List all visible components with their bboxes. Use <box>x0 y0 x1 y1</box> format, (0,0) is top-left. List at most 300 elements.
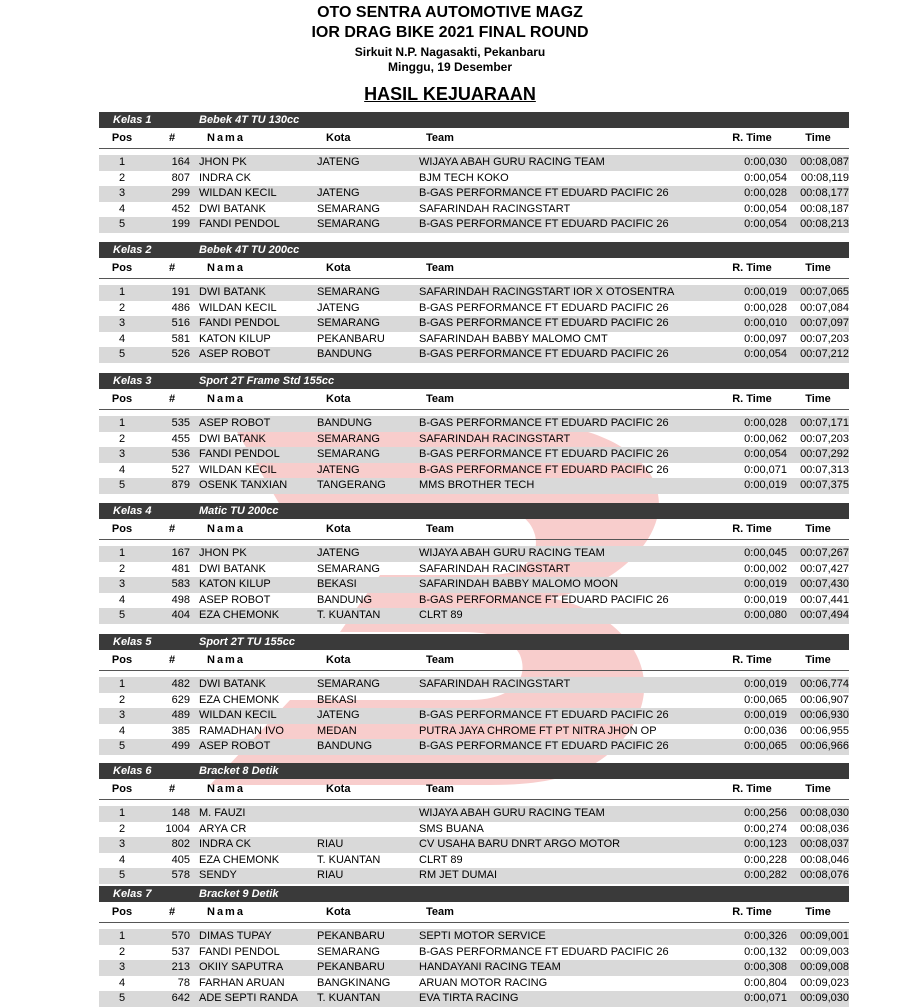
cell-team: WIJAYA ABAH GURU RACING TEAM <box>419 156 605 168</box>
cell-nama: FANDI PENDOL <box>199 218 280 231</box>
cell-number: 570 <box>171 930 190 942</box>
class-name: Bebek 4T TU 130cc <box>199 114 300 126</box>
col-rtime: R. Time <box>732 132 772 144</box>
class-section <box>99 503 849 624</box>
cell-pos: 3 <box>118 961 126 974</box>
class-section <box>99 763 849 884</box>
table-row <box>99 285 849 301</box>
cell-number: 164 <box>171 156 190 168</box>
column-header-row <box>99 779 849 800</box>
cell-nama: KATON KILUP <box>199 332 271 345</box>
col-kota: Kota <box>326 523 351 535</box>
cell-time: 00:07,292 <box>800 448 849 461</box>
col-kota: Kota <box>326 393 351 405</box>
cell-pos: 3 <box>118 187 126 200</box>
cell-number: 486 <box>171 301 190 314</box>
table-row <box>99 693 849 709</box>
cell-nama: FANDI PENDOL <box>199 317 280 330</box>
cell-rtime: 0:00,054 <box>744 348 787 361</box>
results-title: HASIL KEJUARAAN <box>364 84 536 104</box>
table-row <box>99 868 849 884</box>
cell-nama: JHON PK <box>199 547 247 559</box>
cell-kota: SEMARANG <box>317 945 380 958</box>
table-row <box>99 186 849 202</box>
cell-kota: T. KUANTAN <box>317 853 381 866</box>
class-section <box>99 112 849 233</box>
cell-number: 199 <box>171 218 190 231</box>
col-nama: Nama <box>207 393 245 405</box>
cell-pos: 4 <box>118 332 126 345</box>
cell-team: RM JET DUMAI <box>419 869 498 882</box>
cell-team: SAFARINDAH BABBY MALOMO MOON <box>419 578 619 591</box>
cell-pos: 2 <box>118 822 126 835</box>
col-kota: Kota <box>326 262 351 274</box>
table-row <box>99 837 849 853</box>
col-number: # <box>168 132 176 144</box>
cell-pos: 2 <box>118 693 126 706</box>
cell-kota: BANDUNG <box>317 740 373 753</box>
table-row <box>99 546 849 562</box>
column-header-row <box>99 258 849 279</box>
cell-kota: BEKASI <box>317 578 357 591</box>
cell-number: 482 <box>171 678 190 690</box>
cell-rtime: 0:00,282 <box>744 869 787 882</box>
cell-nama: DWI BATANK <box>199 202 266 215</box>
cell-kota: PEKANBARU <box>317 332 385 345</box>
cell-kota: PEKANBARU <box>317 930 385 942</box>
cell-pos: 3 <box>118 317 126 330</box>
cell-nama: DWI BATANK <box>199 286 266 298</box>
cell-nama: SENDY <box>199 869 237 882</box>
cell-nama: DWI BATANK <box>199 562 266 575</box>
event-date: Minggu, 19 Desember <box>387 60 513 74</box>
cell-kota: SEMARANG <box>317 317 380 330</box>
cell-kota: BANDUNG <box>317 417 373 429</box>
cell-rtime: 0:00,228 <box>744 853 787 866</box>
cell-nama: ASEP ROBOT <box>199 740 271 753</box>
col-number: # <box>168 523 176 535</box>
cell-number: 535 <box>171 417 190 429</box>
col-time: Time <box>805 523 831 535</box>
cell-nama: DWI BATANK <box>199 678 266 690</box>
cell-time: 00:08,119 <box>800 171 849 184</box>
cell-time: 00:07,427 <box>800 562 849 575</box>
cell-nama: FANDI PENDOL <box>199 448 280 461</box>
cell-nama: EZA CHEMONK <box>199 693 280 706</box>
cell-time: 00:06,966 <box>800 740 849 753</box>
venue: Sirkuit N.P. Nagasakti, Pekanbaru <box>354 45 546 59</box>
cell-pos: 4 <box>118 463 126 476</box>
column-header-row <box>99 128 849 149</box>
cell-nama: KATON KILUP <box>199 578 271 591</box>
col-time: Time <box>805 783 831 795</box>
cell-time: 00:09,001 <box>800 930 849 942</box>
cell-number: 1004 <box>165 822 190 835</box>
cell-team: B-GAS PERFORMANCE FT EDUARD PACIFIC 26 <box>419 218 669 231</box>
cell-time: 00:09,023 <box>800 976 849 989</box>
cell-rtime: 0:00,019 <box>744 479 787 492</box>
cell-nama: ARYA CR <box>199 822 247 835</box>
col-team: Team <box>426 654 454 666</box>
cell-nama: ASEP ROBOT <box>199 593 271 606</box>
class-name: Sport 2T Frame Std 155cc <box>199 375 335 387</box>
cell-rtime: 0:00,019 <box>744 678 787 690</box>
cell-kota: SEMARANG <box>317 432 380 445</box>
cell-pos: 4 <box>118 202 126 215</box>
column-header-row <box>99 389 849 410</box>
col-team: Team <box>426 262 454 274</box>
cell-number: 802 <box>171 838 190 851</box>
cell-team: B-GAS PERFORMANCE FT EDUARD PACIFIC 26 <box>419 417 669 429</box>
cell-rtime: 0:00,054 <box>744 202 787 215</box>
cell-team: SAFARINDAH RACINGSTART <box>419 202 571 215</box>
table-row <box>99 976 849 992</box>
cell-nama: JHON PK <box>199 156 247 168</box>
cell-rtime: 0:00,256 <box>744 807 787 819</box>
class-header-bar <box>99 373 849 389</box>
cell-time: 00:06,907 <box>800 693 849 706</box>
cell-pos: 4 <box>118 976 126 989</box>
cell-number: 526 <box>171 348 190 361</box>
cell-nama: EZA CHEMONK <box>199 609 280 622</box>
cell-time: 00:07,441 <box>800 593 849 606</box>
cell-pos: 5 <box>118 869 126 882</box>
cell-number: 498 <box>171 593 190 606</box>
cell-team: SAFARINDAH RACINGSTART <box>419 562 571 575</box>
cell-pos: 4 <box>118 724 126 737</box>
cell-rtime: 0:00,054 <box>744 218 787 231</box>
cell-team: B-GAS PERFORMANCE FT EDUARD PACIFIC 26 <box>419 740 669 753</box>
col-rtime: R. Time <box>732 393 772 405</box>
cell-kota: RIAU <box>317 869 344 882</box>
cell-kota: JATENG <box>317 187 360 200</box>
cell-time: 00:09,030 <box>800 992 849 1005</box>
cell-team: SMS BUANA <box>419 822 484 835</box>
cell-team: B-GAS PERFORMANCE FT EDUARD PACIFIC 26 <box>419 448 669 461</box>
table-row <box>99 432 849 448</box>
cell-rtime: 0:00,019 <box>744 286 787 298</box>
cell-pos: 1 <box>118 807 126 819</box>
table-row <box>99 593 849 609</box>
cell-pos: 4 <box>118 853 126 866</box>
cell-rtime: 0:00,065 <box>744 693 787 706</box>
cell-number: 481 <box>171 562 190 575</box>
cell-number: 405 <box>171 853 190 866</box>
cell-nama: OKIIY SAPUTRA <box>199 961 284 974</box>
cell-nama: INDRA CK <box>199 838 251 851</box>
class-header-bar <box>99 503 849 519</box>
column-header-row <box>99 519 849 540</box>
table-row <box>99 806 849 822</box>
col-rtime: R. Time <box>732 906 772 918</box>
cell-pos: 2 <box>118 301 126 314</box>
class-section <box>99 373 849 494</box>
cell-kota: BANDUNG <box>317 593 373 606</box>
col-time: Time <box>805 654 831 666</box>
class-section <box>99 242 849 363</box>
col-nama: Nama <box>207 654 245 666</box>
cell-team: B-GAS PERFORMANCE FT EDUARD PACIFIC 26 <box>419 348 669 361</box>
cell-time: 00:08,076 <box>800 869 849 882</box>
cell-team: SAFARINDAH RACINGSTART <box>419 678 571 690</box>
col-kota: Kota <box>326 132 351 144</box>
cell-time: 00:07,267 <box>800 547 849 559</box>
cell-kota: T. KUANTAN <box>317 609 381 622</box>
cell-team: CLRT 89 <box>419 853 463 866</box>
cell-time: 00:08,030 <box>800 807 849 819</box>
cell-time: 00:07,203 <box>800 432 849 445</box>
cell-pos: 3 <box>118 578 126 591</box>
table-row <box>99 202 849 218</box>
cell-rtime: 0:00,132 <box>744 945 787 958</box>
event-title: IOR DRAG BIKE 2021 FINAL ROUND <box>311 24 589 41</box>
col-rtime: R. Time <box>732 654 772 666</box>
class-name: Bebek 4T TU 200cc <box>199 244 300 256</box>
table-row <box>99 739 849 755</box>
col-kota: Kota <box>326 906 351 918</box>
cell-team: MMS BROTHER TECH <box>419 479 535 492</box>
cell-number: 148 <box>171 807 190 819</box>
cell-time: 00:09,003 <box>800 945 849 958</box>
cell-kota: JATENG <box>317 156 360 168</box>
cell-pos: 2 <box>118 945 126 958</box>
cell-pos: 5 <box>118 609 126 622</box>
cell-rtime: 0:00,071 <box>744 992 787 1005</box>
cell-rtime: 0:00,071 <box>744 463 787 476</box>
cell-rtime: 0:00,065 <box>744 740 787 753</box>
cell-number: 578 <box>171 869 190 882</box>
col-team: Team <box>426 783 454 795</box>
cell-nama: M. FAUZI <box>199 807 246 819</box>
cell-time: 00:07,494 <box>800 609 849 622</box>
table-row <box>99 217 849 233</box>
cell-team: B-GAS PERFORMANCE FT EDUARD PACIFIC 26 <box>419 593 669 606</box>
cell-kota: JATENG <box>317 301 360 314</box>
col-time: Time <box>805 393 831 405</box>
cell-number: 537 <box>171 945 190 958</box>
class-header-bar <box>99 634 849 650</box>
class-number: Kelas 3 <box>113 375 152 387</box>
col-team: Team <box>426 523 454 535</box>
cell-pos: 2 <box>118 432 126 445</box>
cell-number: 581 <box>171 332 190 345</box>
cell-team: B-GAS PERFORMANCE FT EDUARD PACIFIC 26 <box>419 187 669 200</box>
cell-number: 499 <box>171 740 190 753</box>
cell-team: B-GAS PERFORMANCE FT EDUARD PACIFIC 26 <box>419 301 669 314</box>
table-row <box>99 991 849 1007</box>
col-pos: Pos <box>111 132 133 144</box>
cell-rtime: 0:00,097 <box>744 332 787 345</box>
cell-team: HANDAYANI RACING TEAM <box>419 961 561 974</box>
cell-nama: DWI BATANK <box>199 432 266 445</box>
table-row <box>99 724 849 740</box>
cell-pos: 5 <box>118 218 126 231</box>
class-number: Kelas 7 <box>113 888 152 900</box>
cell-team: ARUAN MOTOR RACING <box>419 976 548 989</box>
cell-team: B-GAS PERFORMANCE FT EDUARD PACIFIC 26 <box>419 463 669 476</box>
cell-time: 00:07,171 <box>800 417 849 429</box>
cell-kota: T. KUANTAN <box>317 992 381 1005</box>
cell-time: 00:06,774 <box>800 678 849 690</box>
col-time: Time <box>805 262 831 274</box>
cell-pos: 5 <box>118 348 126 361</box>
cell-number: 489 <box>171 709 190 722</box>
cell-kota: MEDAN <box>317 724 357 737</box>
col-time: Time <box>805 906 831 918</box>
cell-number: 642 <box>171 992 190 1005</box>
table-row <box>99 929 849 945</box>
cell-rtime: 0:00,028 <box>744 187 787 200</box>
col-pos: Pos <box>111 393 133 405</box>
col-pos: Pos <box>111 654 133 666</box>
cell-rtime: 0:00,804 <box>744 976 787 989</box>
table-row <box>99 347 849 363</box>
cell-time: 00:08,036 <box>800 822 849 835</box>
cell-nama: RAMADHAN IVO <box>199 724 284 737</box>
cell-pos: 5 <box>118 992 126 1005</box>
cell-time: 00:08,087 <box>800 156 849 168</box>
col-nama: Nama <box>207 262 245 274</box>
col-pos: Pos <box>111 523 133 535</box>
cell-team: CV USAHA BARU DNRT ARGO MOTOR <box>419 838 621 851</box>
table-row <box>99 562 849 578</box>
cell-rtime: 0:00,308 <box>744 961 787 974</box>
cell-rtime: 0:00,002 <box>744 562 787 575</box>
col-number: # <box>168 906 176 918</box>
table-row <box>99 301 849 317</box>
cell-number: 455 <box>171 432 190 445</box>
cell-time: 00:07,065 <box>800 286 849 298</box>
col-time: Time <box>805 132 831 144</box>
cell-kota: JATENG <box>317 547 360 559</box>
col-team: Team <box>426 906 454 918</box>
col-nama: Nama <box>207 523 245 535</box>
cell-pos: 2 <box>118 562 126 575</box>
cell-number: 536 <box>171 448 190 461</box>
col-rtime: R. Time <box>732 783 772 795</box>
cell-nama: EZA CHEMONK <box>199 853 280 866</box>
class-name: Matic TU 200cc <box>199 505 279 517</box>
cell-time: 00:07,375 <box>800 479 849 492</box>
cell-time: 00:09,008 <box>800 961 849 974</box>
col-rtime: R. Time <box>732 523 772 535</box>
cell-rtime: 0:00,054 <box>744 448 787 461</box>
class-section <box>99 634 849 755</box>
cell-nama: FANDI PENDOL <box>199 945 280 958</box>
cell-number: 78 <box>177 976 190 989</box>
cell-nama: WILDAN KECIL <box>199 709 277 722</box>
table-row <box>99 447 849 463</box>
class-header-bar <box>99 886 849 902</box>
cell-rtime: 0:00,080 <box>744 609 787 622</box>
table-row <box>99 478 849 494</box>
col-kota: Kota <box>326 783 351 795</box>
table-row <box>99 316 849 332</box>
cell-nama: WILDAN KECIL <box>199 187 277 200</box>
col-number: # <box>168 393 176 405</box>
class-name: Bracket 9 Detik <box>199 888 279 900</box>
cell-kota: SEMARANG <box>317 562 380 575</box>
cell-rtime: 0:00,274 <box>744 822 787 835</box>
cell-team: SAFARINDAH RACINGSTART IOR X OTOSENTRA <box>419 286 675 298</box>
class-number: Kelas 2 <box>113 244 152 256</box>
cell-team: B-GAS PERFORMANCE FT EDUARD PACIFIC 26 <box>419 709 669 722</box>
cell-number: 385 <box>171 724 190 737</box>
cell-team: PUTRA JAYA CHROME FT PT NITRA JHON OP <box>419 724 657 737</box>
cell-rtime: 0:00,019 <box>744 578 787 591</box>
cell-number: 167 <box>171 547 190 559</box>
cell-rtime: 0:00,028 <box>744 301 787 314</box>
cell-nama: WILDAN KECIL <box>199 301 277 314</box>
cell-number: 213 <box>171 961 190 974</box>
cell-time: 00:08,037 <box>800 838 849 851</box>
cell-number: 191 <box>171 286 190 298</box>
cell-pos: 3 <box>118 709 126 722</box>
class-name: Bracket 8 Detik <box>199 765 279 777</box>
cell-time: 00:08,213 <box>800 218 849 231</box>
table-row <box>99 155 849 171</box>
class-header-bar <box>99 112 849 128</box>
cell-time: 00:06,955 <box>800 724 849 737</box>
cell-nama: FARHAN ARUAN <box>199 976 285 989</box>
cell-nama: ASEP ROBOT <box>199 417 271 429</box>
cell-time: 00:08,177 <box>800 187 849 200</box>
cell-time: 00:07,203 <box>800 332 849 345</box>
cell-number: 629 <box>171 693 190 706</box>
cell-pos: 5 <box>118 479 126 492</box>
class-header-bar <box>99 242 849 258</box>
cell-number: 516 <box>171 317 190 330</box>
cell-nama: DIMAS TUPAY <box>199 930 272 942</box>
cell-nama: WILDAN KECIL <box>199 463 277 476</box>
table-row <box>99 853 849 869</box>
cell-team: EVA TIRTA RACING <box>419 992 519 1005</box>
table-row <box>99 463 849 479</box>
cell-time: 00:08,187 <box>800 202 849 215</box>
cell-time: 00:06,930 <box>800 709 849 722</box>
col-pos: Pos <box>111 783 133 795</box>
table-row <box>99 708 849 724</box>
cell-pos: 1 <box>118 930 126 942</box>
column-header-row <box>99 650 849 671</box>
cell-number: 807 <box>171 171 190 184</box>
cell-team: SAFARINDAH BABBY MALOMO CMT <box>419 332 608 345</box>
cell-team: B-GAS PERFORMANCE FT EDUARD PACIFIC 26 <box>419 317 669 330</box>
cell-nama: ADE SEPTI RANDA <box>199 992 299 1005</box>
class-header-bar <box>99 763 849 779</box>
table-row <box>99 822 849 838</box>
class-number: Kelas 1 <box>113 114 152 126</box>
col-nama: Nama <box>207 906 245 918</box>
cell-kota: BEKASI <box>317 693 357 706</box>
col-rtime: R. Time <box>732 262 772 274</box>
cell-pos: 3 <box>118 838 126 851</box>
cell-pos: 1 <box>118 417 126 429</box>
cell-rtime: 0:00,326 <box>744 930 787 942</box>
cell-number: 879 <box>171 479 190 492</box>
cell-rtime: 0:00,019 <box>744 709 787 722</box>
cell-number: 583 <box>171 578 190 591</box>
table-row <box>99 332 849 348</box>
cell-pos: 1 <box>118 286 126 298</box>
cell-team: WIJAYA ABAH GURU RACING TEAM <box>419 547 605 559</box>
class-name: Sport 2T TU 155cc <box>199 636 295 648</box>
cell-team: B-GAS PERFORMANCE FT EDUARD PACIFIC 26 <box>419 945 669 958</box>
cell-rtime: 0:00,010 <box>744 317 787 330</box>
cell-rtime: 0:00,123 <box>744 838 787 851</box>
cell-rtime: 0:00,054 <box>744 171 787 184</box>
cell-rtime: 0:00,028 <box>744 417 787 429</box>
